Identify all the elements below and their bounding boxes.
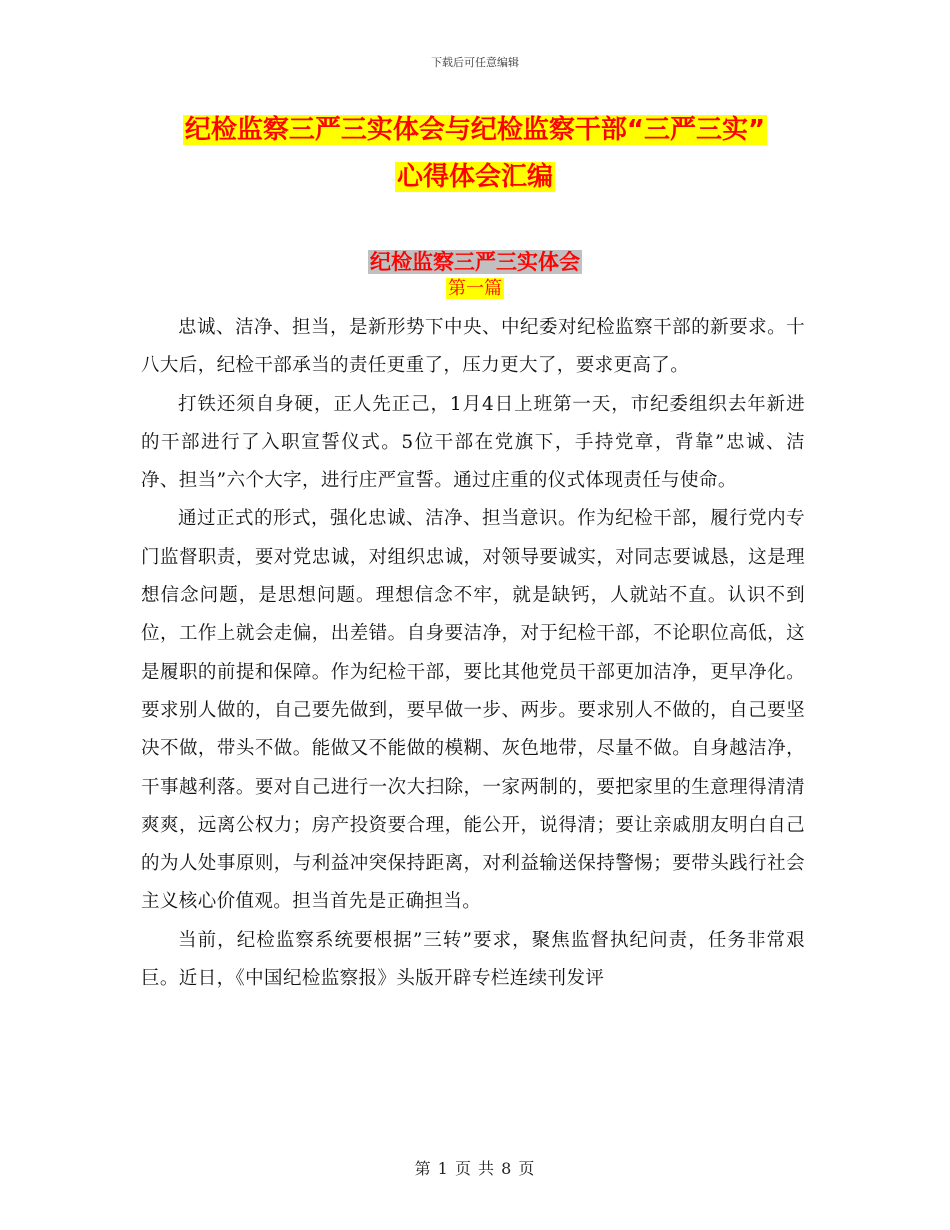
paragraph: 当前，纪检监察系统要根据”三转”要求，聚焦监督执纪问责，任务非常艰巨。近日，《中国纪检监察报》头版开辟专栏连续刊发评 xyxy=(141,929,805,990)
section-subtitle xyxy=(0,277,950,301)
page-footer: 第 1 页 共 8 页 xyxy=(414,1159,536,1178)
paragraph: 打铁还须自身硬，正人先正己，1月4日上班第一天，市纪委组织去年新进的干部进行了入职宣誓仪式。5位干部在党旗下，手持党章，背靠”忠诚、洁净、担当”六个大字，进行庄严宣誓。通过庄重的仪式体现责任与使命。 xyxy=(141,393,805,492)
paragraph: 忠诚、洁净、担当，是新形势下中央、中纪委对纪检监察干部的新要求。十八大后，纪检干部承当的责任更重了，压力更大了，要求更高了。 xyxy=(141,317,805,377)
paragraph: 通过正式的形式，强化忠诚、洁净、担当意识。作为纪检干部，履行党内专门监督职责，要对党忠诚，对组织忠诚，对领导要诚实，对同志要诚恳，这是理想信念问题，是思想问题。理想信念不牢，就是缺钙，人就站不直。认识不到位，工作上就会走偏，出差错。自身要洁净，对于纪检干部，不论职位高低，这是履职的前提和保障。作为纪检干部，要比其他党员干部更加洁净，更早净化。要求别人做的，自己要先做到，要早做一步、两步。要求别人不做的，自己要坚决不做，带头不做。能做又不能做的模糊、灰色地带，尽量不做。自身越洁净，干事越利落。要对自己进行一次大扫除，一家两制的，要把家里的生意理得清清爽爽，远离公权力；房产投资要合理，能公开，说得清；要让亲戚朋友明白自己的为人处事原则，与利益冲突保持距离，对利益输送保持警惕；要带头践行社会主义核心价值观。担当首先是正确担当。 xyxy=(141,508,805,913)
document-title-line-2-text: 心得体会汇编 xyxy=(396,162,553,192)
header-note: 下载后可任意编辑 xyxy=(431,56,519,69)
section-title xyxy=(0,247,950,277)
document-title-line-1 xyxy=(0,112,950,148)
document-title-line-1-text: 纪检监察三严三实体会与纪检监察干部“三严三实” xyxy=(184,115,766,145)
section-title-text: 纪检监察三严三实体会 xyxy=(370,250,580,274)
document-title-line-2 xyxy=(0,159,950,195)
section-subtitle-text: 第一篇 xyxy=(448,278,502,299)
body-text xyxy=(141,309,805,998)
